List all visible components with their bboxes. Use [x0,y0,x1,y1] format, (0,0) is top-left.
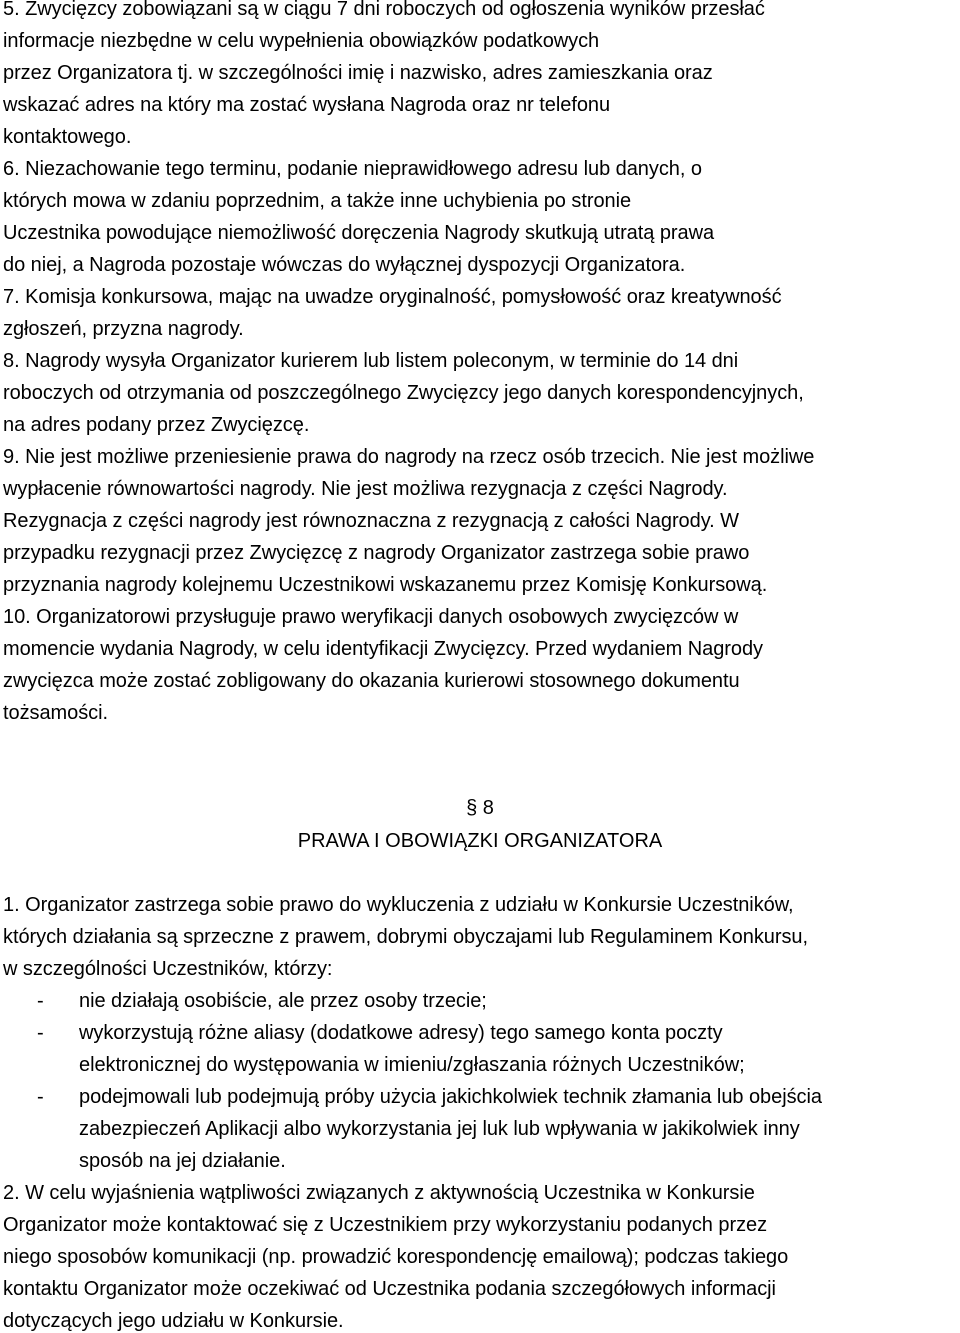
text-line: zwycięzca może zostać zobligowany do okazania kurierowi stosownego dokumentu [3,670,740,692]
text-line: niego sposobów komunikacji (np. prowadzić korespondencję emailową); podczas takiego [3,1246,789,1268]
text-line: kontaktu Organizator może oczekiwać od Uczestnika podania szczegółowych informacji [3,1278,776,1300]
text-line: 2. W celu wyjaśnienia wątpliwości związanych z aktywnością Uczestnika w Konkursie [3,1182,755,1204]
text-line: kontaktowego. [3,126,132,148]
text-line: zabezpieczeń Aplikacji albo wykorzystania jej luk lub wpływania w jakikolwiek inny [79,1118,800,1140]
text-line: których działania są sprzeczne z prawem, dobrymi obyczajami lub Regulaminem Konkursu, [3,926,808,948]
text-line: których mowa w zdaniu poprzednim, a także inne uchybienia po stronie [3,190,632,212]
text-line: do niej, a Nagroda pozostaje wówczas do wyłącznej dyspozycji Organizatora. [3,254,686,276]
text-line: 5. Zwycięzcy zobowiązani są w ciągu 7 dni roboczych od ogłoszenia wyników przesłać [3,0,765,20]
text-line: 1. Organizator zastrzega sobie prawo do wykluczenia z udziału w Konkursie Uczestników, [3,894,794,916]
text-line: tożsamości. [3,702,109,724]
text-line: nie działają osobiście, ale przez osoby trzecie; [79,990,487,1012]
text-line: sposób na jej działanie. [79,1150,286,1172]
text-line: Uczestnika powodujące niemożliwość doręczenia Nagrody skutkują utratą prawa [3,222,715,244]
text-line: przyznania nagrody kolejnemu Uczestnikowi wskazanemu przez Komisję Konkursową. [3,574,768,596]
text-line: wskazać adres na który ma zostać wysłana Nagroda oraz nr telefonu [3,94,611,116]
section-title: PRAWA I OBOWIĄZKI ORGANIZATORA [297,830,663,852]
text-line: w szczególności Uczestników, którzy: [3,958,333,980]
text-line: dotyczących jego udziału w Konkursie. [3,1310,344,1332]
text-line: 8. Nagrody wysyła Organizator kurierem lub listem poleconym, w terminie do 14 dni [3,350,739,372]
text-line: wykorzystują różne aliasy (dodatkowe adresy) tego samego konta poczty [79,1022,723,1044]
text-line: na adres podany przez Zwycięzcę. [3,414,310,436]
bullet-dash: - [37,1086,44,1108]
text-line: 9. Nie jest możliwe przeniesienie prawa do nagrody na rzecz osób trzecich. Nie jest możliwe [3,446,815,468]
text-line: 7. Komisja konkursowa, mając na uwadze oryginalność, pomysłowość oraz kreatywność [3,286,782,308]
text-line: zgłoszeń, przyzna nagrody. [3,318,244,340]
section-number: § 8 [466,797,494,819]
text-line: przypadku rezygnacji przez Zwycięzcę z nagrody Organizator zastrzega sobie prawo [3,542,750,564]
text-line: roboczych od otrzymania od poszczególnego Zwycięzcy jego danych korespondencyjnych, [3,382,804,404]
bullet-dash: - [37,990,44,1012]
text-line: informacje niezbędne w celu wypełnienia obowiązków podatkowych [3,30,600,52]
text-line: 6. Niezachowanie tego terminu, podanie nieprawidłowego adresu lub danych, o [3,158,702,180]
bullet-dash: - [37,1022,44,1044]
text-line: momencie wydania Nagrody, w celu identyfikacji Zwycięzcy. Przed wydaniem Nagrody [3,638,764,660]
text-line: przez Organizatora tj. w szczególności imię i nazwisko, adres zamieszkania oraz [3,62,713,84]
text-line: elektronicznej do występowania w imieniu/zgłaszania różnych Uczestników; [79,1054,745,1076]
text-line: Organizator może kontaktować się z Uczestnikiem przy wykorzystaniu podanych przez [3,1214,768,1236]
text-line: podejmowali lub podejmują próby użycia jakichkolwiek technik złamania lub obejścia [79,1086,822,1108]
text-line: 10. Organizatorowi przysługuje prawo weryfikacji danych osobowych zwycięzców w [3,606,739,628]
text-line: wypłacenie równowartości nagrody. Nie jest możliwa rezygnacja z części Nagrody. [3,478,728,500]
text-line: Rezygnacja z części nagrody jest równoznaczna z rezygnacją z całości Nagrody. W [3,510,740,532]
